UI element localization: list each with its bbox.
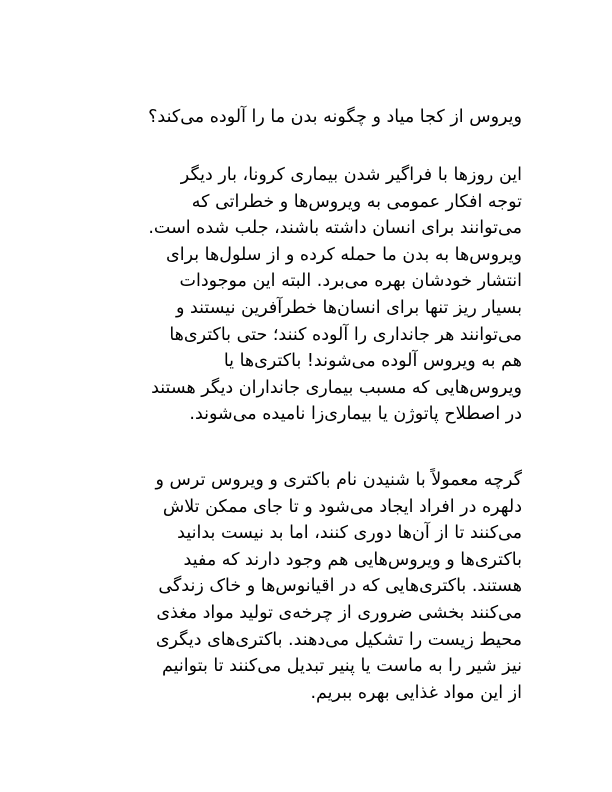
paragraph-2: [82, 467, 522, 706]
paragraph-line: ویروس‌هایی که مسبب بیماری جانداران دیگر هستند: [151, 377, 522, 398]
paragraph-line: این روزها با فراگیر شدن بیماری کرونا، بار دیگر: [180, 165, 522, 185]
paragraph-line: می‌کنند تا از آن‌ها دوری کنند، اما بد نیست بدانید: [177, 523, 522, 544]
paragraph-line: انتشار خودشان بهره می‌برد. البته این موجودات: [179, 271, 522, 292]
paragraph-line: باکتری‌ها و ویروس‌هایی هم وجود دارند که مفید: [183, 549, 522, 570]
paragraph-line: ویروس‌ها به بدن ما حمله کرده و از سلول‌ها برای: [166, 244, 522, 265]
paragraph-line: از این مواد غذایی بهره ببریم.: [310, 682, 522, 703]
paragraph-line: نیز شیر را به ماست یا پنیر تبدیل می‌کنند تا بتوانیم: [162, 656, 522, 677]
paragraph-line: بسیار ریز تنها برای انسان‌ها خطرآفرین نیستند و: [175, 297, 522, 318]
paragraph-line: دلهره در افراد ایجاد می‌شود و تا جای ممکن تلاش: [162, 496, 522, 517]
paragraph-line: هستند. باکتری‌هایی که در اقیانوس‌ها و خاک زندگی: [158, 576, 522, 597]
paragraph-line: در اصطلاح پاتوژن یا بیماری‌زا نامیده می‌شوند.: [189, 404, 522, 425]
paragraph-line: هم به ویروس آلوده می‌شوند! باکتری‌ها یا: [223, 351, 522, 372]
paragraph-line: می‌توانند هر جانداری را آلوده کنند؛ حتی باکتری‌ها: [169, 324, 522, 345]
paragraph-line: می‌توانند برای انسان داشته باشند، جلب شده است.: [148, 218, 522, 239]
paragraph-line: محیط زیست را تشکیل می‌دهند. باکتری‌های دیگری: [155, 629, 522, 650]
paragraph-1: [82, 162, 522, 428]
paragraph-line: توجه افکار عمومی به ویروس‌ها و خطراتی که: [191, 191, 522, 212]
document-title: ویروس از کجا میاد و چگونه بدن ما را آلوده می‌کند؟: [148, 107, 522, 127]
paragraph-line: گرچه معمولاً با شنیدن نام باکتری و ویروس ترس و: [155, 470, 522, 490]
paragraph-line: می‌کنند بخشی ضروری از چرخه‌ی تولید مواد مغذی: [156, 602, 522, 623]
